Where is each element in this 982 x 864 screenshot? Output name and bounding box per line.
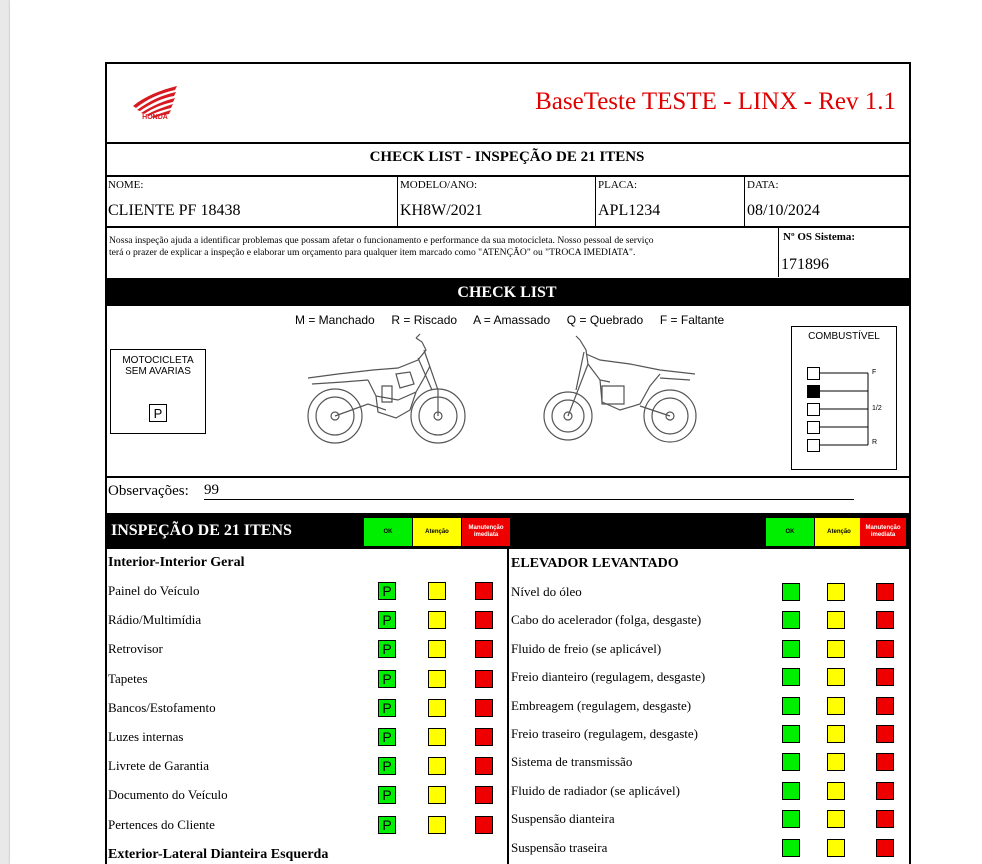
manutencao-checkbox[interactable]: [876, 753, 894, 771]
legend-atencao-right: Atenção: [815, 518, 863, 546]
manutencao-checkbox[interactable]: [475, 757, 493, 775]
legend-manutencao-line-1: Manutenção: [865, 525, 901, 531]
ok-checkbox[interactable]: P: [378, 611, 396, 629]
checklist-item-label: Nível do óleo: [511, 584, 582, 599]
modelo-label: MODELO/ANO:: [400, 179, 477, 191]
no-damage-line-2: SEM AVARIAS: [125, 366, 191, 377]
checklist-item-label: Embreagem (regulagem, desgaste): [511, 697, 692, 713]
divider: [105, 142, 909, 144]
intro-text-line-1: Nossa inspeção ajuda a identificar problemas que possam afetar o funcionamento e performance da sua motocicleta. Nosso pessoal de serviço: [109, 235, 654, 246]
atencao-checkbox[interactable]: [428, 640, 446, 658]
checklist-item-label: Freio traseiro (regulagem, desgaste): [511, 726, 698, 741]
checklist-item-label: Documento do Veículo: [108, 787, 228, 803]
atencao-checkbox[interactable]: [428, 582, 446, 600]
atencao-checkbox[interactable]: [827, 753, 845, 771]
ok-checkbox[interactable]: P: [378, 816, 396, 834]
os-label: Nº OS Sistema:: [783, 231, 856, 243]
brand-name: HONDA: [142, 114, 168, 121]
manutencao-checkbox[interactable]: [876, 810, 894, 828]
manutencao-checkbox[interactable]: [876, 697, 894, 715]
manutencao-checkbox[interactable]: [475, 728, 493, 746]
fuel-level-half[interactable]: [807, 403, 820, 416]
checklist-item-label: Sistema de transmissão: [511, 754, 633, 770]
ok-checkbox[interactable]: P: [378, 640, 396, 658]
column-divider: [507, 549, 509, 864]
legend-manutencao-left: [462, 518, 510, 546]
manutencao-checkbox[interactable]: [475, 582, 493, 600]
fuel-level-reserve[interactable]: [807, 439, 820, 452]
document-title: BaseTeste TESTE - LINX - Rev 1.1: [535, 88, 896, 115]
ok-checkbox[interactable]: P: [378, 728, 396, 746]
ok-checkbox[interactable]: [782, 583, 800, 601]
legend-ok-right: OK: [766, 518, 814, 546]
checklist-item-label: Luzes internas: [108, 729, 184, 744]
divider: [595, 176, 596, 226]
ok-checkbox[interactable]: P: [378, 757, 396, 775]
checklist-item-label: Suspensão dianteira: [511, 811, 615, 827]
fuel-gauge-box: [791, 326, 897, 470]
os-value: 171896: [781, 256, 829, 273]
checklist-bar-title: CHECK LIST: [457, 284, 557, 301]
manutencao-checkbox[interactable]: [876, 839, 894, 857]
ok-checkbox[interactable]: P: [378, 699, 396, 717]
atencao-checkbox[interactable]: [827, 697, 845, 715]
divider: [397, 176, 398, 226]
atencao-checkbox[interactable]: [428, 728, 446, 746]
checklist-item-label: Livrete de Garantia: [108, 758, 210, 774]
legend-manutencao-right: [860, 518, 906, 546]
atencao-checkbox[interactable]: [428, 699, 446, 717]
ok-checkbox[interactable]: P: [378, 670, 396, 688]
checklist-item-label: Tapetes: [108, 670, 148, 686]
fuel-level-full[interactable]: [807, 367, 820, 380]
checklist-item-label: Rádio/Multimídia: [108, 612, 202, 628]
ok-checkbox[interactable]: P: [378, 786, 396, 804]
fuel-level-3-4[interactable]: [807, 385, 820, 398]
fuel-title: COMBUSTÍVEL: [808, 331, 880, 342]
manutencao-checkbox[interactable]: [475, 786, 493, 804]
manutencao-checkbox[interactable]: [876, 668, 894, 686]
data-value: 08/10/2024: [747, 202, 820, 219]
intro-text-line-2: terá o prazer de explicar a inspeção e elaborar um orçamento para qualquer item marcado como "ATENÇÃO" ou "TROCA IMEDIATA".: [109, 247, 636, 258]
atencao-checkbox[interactable]: [827, 810, 845, 828]
form-subtitle: CHECK LIST - INSPEÇÃO DE 21 ITENS: [369, 149, 645, 165]
motorcycle-left-side-icon: [298, 330, 468, 445]
checklist-item-label: Fluido de freio (se aplicável): [511, 640, 662, 656]
manutencao-checkbox[interactable]: [475, 699, 493, 717]
atencao-checkbox[interactable]: [827, 640, 845, 658]
atencao-checkbox[interactable]: [428, 611, 446, 629]
fuel-label-full: F: [872, 369, 877, 376]
nome-label: NOME:: [108, 179, 144, 191]
ok-checkbox[interactable]: [782, 640, 800, 658]
checklist-item-label: Freio dianteiro (regulagem, desgaste): [511, 669, 706, 685]
motorcycle-right-side-icon: [540, 330, 710, 445]
inspection-bar-title: INSPEÇÃO DE 21 ITENS: [111, 522, 292, 539]
fuel-label-reserve: R: [872, 439, 878, 446]
divider: [105, 476, 909, 478]
ok-checkbox[interactable]: [782, 810, 800, 828]
manutencao-checkbox[interactable]: [475, 640, 493, 658]
atencao-checkbox[interactable]: [428, 786, 446, 804]
checklist-item-label: Cabo do acelerador (folga, desgaste): [511, 612, 702, 628]
ok-checkbox[interactable]: P: [378, 582, 396, 600]
manutencao-checkbox[interactable]: [475, 611, 493, 629]
ok-checkbox[interactable]: [782, 611, 800, 629]
fuel-level-1-4[interactable]: [807, 421, 820, 434]
divider: [105, 226, 909, 228]
damage-legend: M = Manchado R = Riscado A = Amassado Q = Quebrado F = Faltante: [295, 313, 725, 327]
atencao-checkbox[interactable]: [827, 668, 845, 686]
atencao-checkbox[interactable]: [827, 839, 845, 857]
manutencao-checkbox[interactable]: [876, 725, 894, 743]
ok-checkbox[interactable]: [782, 753, 800, 771]
modelo-value: KH8W/2021: [400, 202, 483, 219]
placa-label: PLACA:: [598, 179, 638, 191]
atencao-checkbox[interactable]: [827, 611, 845, 629]
divider: [744, 176, 745, 226]
ok-checkbox[interactable]: [782, 697, 800, 715]
atencao-checkbox[interactable]: [428, 670, 446, 688]
checklist-item-label: Bancos/Estofamento: [108, 699, 216, 715]
atencao-checkbox[interactable]: [827, 782, 845, 800]
ok-checkbox[interactable]: [782, 725, 800, 743]
data-label: DATA:: [747, 179, 779, 191]
checklist-item-label: Retrovisor: [108, 641, 163, 657]
checklist-item-label: Pertences do Cliente: [108, 816, 215, 832]
manutencao-checkbox[interactable]: [475, 816, 493, 834]
legend-manutencao-line-1: Manutenção: [468, 525, 504, 531]
ok-checkbox[interactable]: [782, 839, 800, 857]
document-page: [10, 0, 982, 864]
observacoes-value[interactable]: 99: [204, 483, 854, 500]
left-next-section-title: Exterior-Lateral Dianteira Esquerda: [108, 847, 329, 862]
manutencao-checkbox[interactable]: [876, 583, 894, 601]
divider: [105, 175, 909, 177]
checklist-item-label: Fluido de radiador (se aplicável): [511, 782, 680, 798]
no-damage-line-1: MOTOCICLETA: [122, 355, 194, 366]
checklist-bar: [105, 278, 909, 306]
ok-checkbox[interactable]: [782, 782, 800, 800]
left-section-title: Interior-Interior Geral: [108, 555, 245, 570]
fuel-label-half: 1/2: [872, 405, 882, 412]
legend-manutencao-line-2: imediata: [473, 532, 499, 538]
checklist-item-label: Painel do Veículo: [108, 583, 200, 598]
divider: [778, 227, 779, 277]
legend-manutencao-line-2: imediata: [870, 532, 896, 538]
legend-ok-left: OK: [364, 518, 412, 546]
manutencao-checkbox[interactable]: [876, 640, 894, 658]
observacoes-label: Observações:: [108, 483, 189, 499]
atencao-checkbox[interactable]: [827, 583, 845, 601]
right-section-title: ELEVADOR LEVANTADO: [511, 556, 679, 571]
no-damage-box: [110, 349, 206, 434]
checklist-item-label: Suspensão traseira: [511, 839, 608, 855]
atencao-checkbox[interactable]: [827, 725, 845, 743]
manutencao-checkbox[interactable]: [876, 782, 894, 800]
ok-checkbox[interactable]: [782, 668, 800, 686]
manutencao-checkbox[interactable]: [475, 670, 493, 688]
placa-value: APL1234: [598, 202, 661, 219]
no-damage-checkbox[interactable]: P: [149, 404, 167, 422]
atencao-checkbox[interactable]: [428, 816, 446, 834]
atencao-checkbox[interactable]: [428, 757, 446, 775]
nome-value: CLIENTE PF 18438: [108, 202, 241, 219]
legend-atencao-left: Atenção: [413, 518, 461, 546]
manutencao-checkbox[interactable]: [876, 611, 894, 629]
